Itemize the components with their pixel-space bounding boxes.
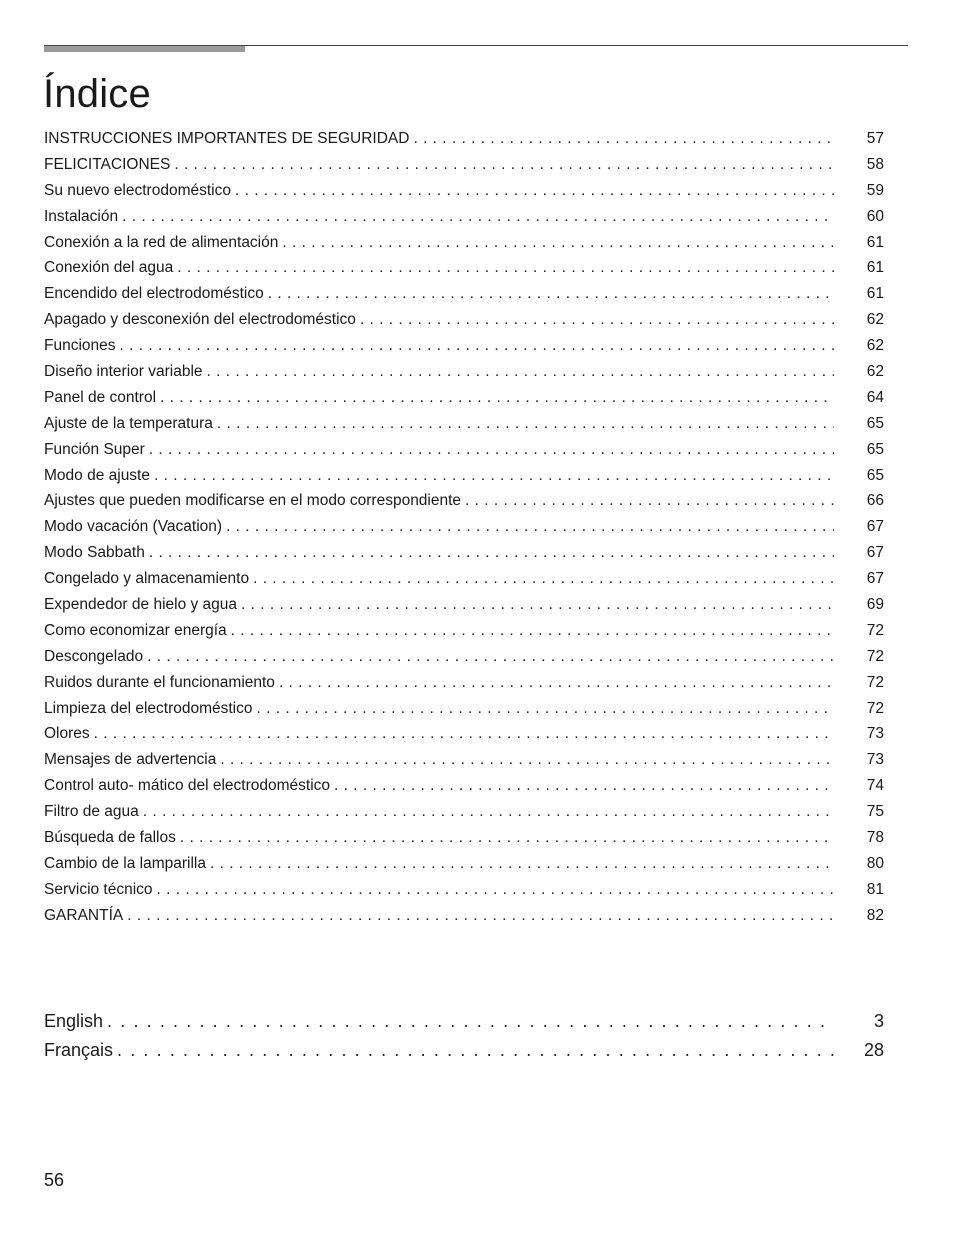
toc-entry-label: Ajuste de la temperatura [44,414,213,432]
toc-entry-label: Modo vacación (Vacation) [44,518,223,536]
dot-leader [279,674,834,692]
toc-entry-page: 69 [866,596,884,614]
toc-entry[interactable] [44,130,884,156]
toc-entry[interactable] [44,725,884,751]
toc-entry[interactable] [44,751,884,777]
dot-leader [180,829,834,847]
toc-entry-label: Diseño interior variable [44,363,203,381]
dot-leader [160,389,834,407]
dot-leader [226,518,834,536]
dot-leader [157,881,834,899]
language-entry-label: Français [44,1039,114,1060]
toc-entry-label: Descongelado [44,647,144,665]
toc-entry-label: Conexión a la red de alimentación [44,233,279,251]
toc-entry-label: Congelado y almacenamiento [44,570,250,588]
language-index [44,1011,884,1068]
toc-entry-label: Función Super [44,440,145,458]
toc-entry-label: Como economizar energía [44,621,227,639]
dot-leader [334,777,834,795]
toc-entry-label: INSTRUCCIONES IMPORTANTES DE SEGURIDAD [44,130,410,147]
toc-entry-page: 67 [866,544,884,562]
toc-entry-label: GARANTÍA [44,906,124,924]
toc-entry[interactable] [44,492,884,518]
dot-leader [220,751,834,769]
toc-entry-page: 72 [866,699,884,717]
toc-entry-label: Mensajes de advertencia [44,751,217,769]
toc-entry[interactable] [44,389,884,415]
dot-leader [207,363,834,381]
toc-entry[interactable] [44,311,884,337]
toc-entry[interactable] [44,467,884,493]
dot-leader [282,234,834,252]
toc-entry-label: Servicio técnico [44,880,153,898]
dot-leader [107,1011,834,1032]
toc-entry-page: 72 [866,673,884,691]
dot-leader [127,907,834,925]
toc-entry-label: Conexión del agua [44,259,174,277]
dot-leader [117,1040,834,1061]
toc-entry-page: 58 [866,155,884,173]
toc-entry-page: 66 [866,492,884,510]
toc-entry-page: 73 [866,725,884,743]
toc-entry-page: 81 [866,880,884,898]
toc-entry[interactable] [44,156,884,182]
toc-entry-page: 62 [866,363,884,381]
toc-entry-label: Ajustes que pueden modificarse en el modo correspondiente [44,492,462,510]
page-number: 56 [44,1170,65,1190]
toc-entry[interactable] [44,803,884,829]
toc-entry[interactable] [44,570,884,596]
toc-entry-page: 59 [866,181,884,199]
toc-entry-label: Expendedor de hielo y agua [44,596,238,614]
toc-entry-page: 72 [866,621,884,639]
dot-leader [268,285,834,303]
toc-entry-page: 60 [866,207,884,225]
dot-leader [231,622,834,640]
toc-entry-page: 67 [866,570,884,588]
toc-entry[interactable] [44,415,884,441]
toc-entry-label: Ruidos durante el funcionamiento [44,673,275,691]
toc-entry-page: 61 [866,233,884,251]
toc-entry-label: Funciones [44,337,116,355]
toc-entry[interactable] [44,182,884,208]
dot-leader [241,596,834,614]
toc-entry-page: 75 [866,803,884,821]
dot-leader [122,208,834,226]
toc-entry[interactable] [44,337,884,363]
toc-entry[interactable] [44,622,884,648]
dot-leader [257,700,835,718]
toc-entry[interactable] [44,596,884,622]
toc-entry-label: Búsqueda de fallos [44,829,176,847]
toc-entry-page: 61 [866,259,884,277]
toc-entry-label: Encendido del electrodoméstico [44,285,264,303]
toc-entry-label: Olores [44,725,90,743]
toc-entry-label: Instalación [44,207,119,225]
dot-leader [94,725,834,743]
page-title: Índice [43,72,151,116]
toc-entry-label: Modo de ajuste [44,466,150,484]
toc-entry[interactable] [44,518,884,544]
toc-entry[interactable] [44,829,884,855]
toc-entry[interactable] [44,544,884,570]
toc-entry-page: 78 [866,829,884,847]
toc-entry-label: Apagado y desconexión del electrodoméstico [44,311,356,329]
toc-entry-label: Filtro de agua [44,803,139,821]
toc-entry[interactable] [44,234,884,260]
toc-entry[interactable] [44,363,884,389]
toc-entry[interactable] [44,674,884,700]
toc-entry-page: 74 [866,777,884,795]
dot-leader [210,855,834,873]
toc-entry[interactable] [44,648,884,674]
dot-leader [149,544,834,562]
toc-entry-page: 62 [866,337,884,355]
language-entry-page: 28 [864,1039,885,1060]
toc-entry-page: 57 [866,130,884,147]
toc-entry-label: Cambio de la lamparilla [44,854,206,872]
toc-entry[interactable] [44,855,884,881]
toc-entry-page: 65 [866,440,884,458]
toc-entry-page: 62 [866,311,884,329]
toc-entry[interactable] [44,777,884,803]
toc-entry[interactable] [44,700,884,726]
dot-leader [217,415,834,433]
dot-leader [149,441,834,459]
toc-entry-page: 61 [866,285,884,303]
dot-leader [154,467,834,485]
toc-entry-label: Su nuevo electrodoméstico [44,181,231,199]
toc-entry[interactable] [44,881,884,907]
dot-leader [120,337,834,355]
toc-entry-page: 80 [866,854,884,872]
toc-entry-label: Control auto- mático del electrodoméstico [44,777,331,795]
toc-entry-page: 67 [866,518,884,536]
dot-leader [174,156,834,174]
table-of-contents [44,130,884,933]
toc-entry-page: 82 [866,906,884,924]
toc-entry-page: 72 [866,647,884,665]
toc-entry-page: 64 [866,388,884,406]
toc-entry-label: Panel de control [44,388,157,406]
toc-entry-page: 73 [866,751,884,769]
language-entry-label: English [44,1011,104,1031]
dot-leader [177,259,834,277]
toc-entry[interactable] [44,441,884,467]
toc-entry[interactable] [44,208,884,234]
language-entry[interactable] [44,1040,884,1069]
dot-leader [465,492,834,510]
dot-leader [147,648,834,666]
dot-leader [413,130,834,148]
dot-leader [253,570,834,588]
dot-leader [235,182,834,200]
dot-leader [143,803,834,821]
toc-entry[interactable] [44,285,884,311]
toc-entry-page: 65 [866,466,884,484]
language-entry-page: 3 [873,1011,884,1031]
toc-entry-page: 65 [866,414,884,432]
toc-entry-label: Modo Sabbath [44,544,145,562]
toc-entry-label: Limpieza del electrodoméstico [44,699,253,717]
toc-entry[interactable] [44,259,884,285]
toc-entry[interactable] [44,907,884,933]
toc-entry-label: FELICITACIONES [44,155,171,173]
header-accent-bar [44,46,245,52]
language-entry[interactable] [44,1011,884,1040]
dot-leader [360,311,834,329]
